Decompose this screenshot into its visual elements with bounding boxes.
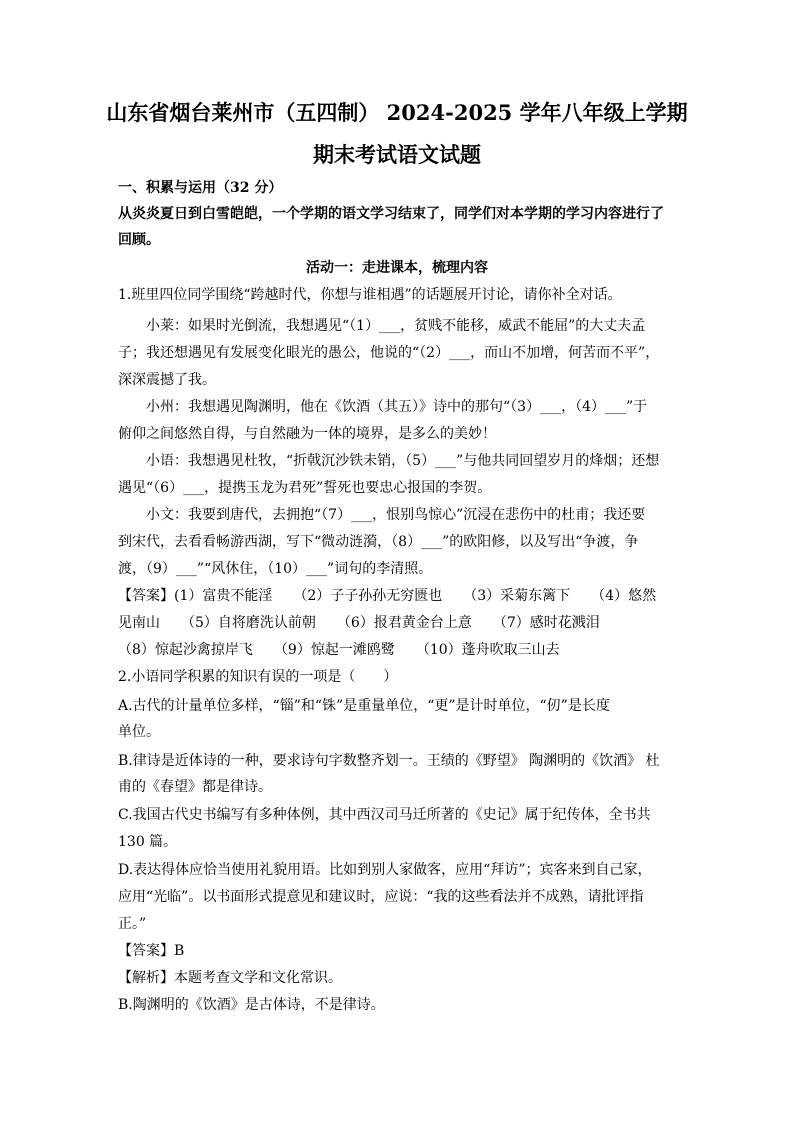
q2-option-c-line2: 130 篇。 <box>118 834 178 850</box>
q1-para3-line2: 遇见“（6）___，提携玉龙为君死”誓死也要忠心报国的李贺。 <box>118 480 492 496</box>
q2-option-d-line1: D.表达得体应恰当使用礼貌用语。比如到别人家做客，应用“拜访”；宾客来到自己家， <box>118 862 652 878</box>
q2-option-b-line1: B.律诗是近体诗的一种，要求诗句字数整齐划一。王绩的《野望》 陶渊明的《饮酒》 杜 <box>118 753 660 769</box>
section-heading: 一、积累与运用（32 分） <box>118 180 283 196</box>
q2-option-d-line3: 正。” <box>118 916 147 932</box>
q2-answer: 【答案】B <box>118 943 185 959</box>
doc-title-line1: 山东省烟台莱州市（五四制） 2024-2025 学年八年级上学期 <box>106 100 688 125</box>
q2-option-b-line2: 甫的《春望》都是律诗。 <box>118 779 272 795</box>
activity-heading: 活动一：走进课本，梳理内容 <box>306 260 488 276</box>
q1-answer-line3: （8）惊起沙禽掠岸飞 （9）惊起一滩鸥鹭 （10）蓬舟吹取三山去 <box>118 642 560 658</box>
q2-option-c-line1: C.我国古代史书编写有多种体例，其中西汉司马迁所著的《史记》属于纪传体，全书共 <box>118 807 651 823</box>
q1-para2-line1: 小州：我想遇见陶渊明，他在《饮酒（其五）》诗中的那句“（3）___，（4）___”于 <box>146 399 648 415</box>
q1-para4-line1: 小文：我要到唐代，去拥抱“（7）___，恨别鸟惊心”沉浸在悲伤中的杜甫；我还要 <box>146 507 646 523</box>
q2-option-a-line1: A.古代的计量单位多样，“锱”和“铢”是重量单位，“更”是计时单位，“仞”是长度 <box>118 698 610 714</box>
q1-stem: 1.班里四位同学围绕“跨越时代，你想与谁相遇”的话题展开讨论，请你补全对话。 <box>118 287 622 303</box>
section-intro-line1: 从炎炎夏日到白雪皑皑，一个学期的语文学习结束了，同学们对本学期的学习内容进行了 <box>118 206 664 222</box>
q1-answer-line2: 见南山 （5）自将磨洗认前朝 （6）报君黄金台上意 （7）感时花溅泪 <box>118 615 600 631</box>
q1-para3-line1: 小语：我想遇见杜牧，“折戟沉沙铁未销，（5）___”与他共同回望岁月的烽烟；还想 <box>146 453 660 469</box>
q2-explanation: B.陶渊明的《饮酒》是古体诗，不是律诗。 <box>118 997 385 1013</box>
q1-para2-line2: 俯仰之间悠然自得，与自然融为一体的境界，是多么的美妙！ <box>118 426 496 442</box>
q2-option-a-line2: 单位。 <box>118 724 160 740</box>
q1-para1-line3: 深深震撼了我。 <box>118 372 216 388</box>
q2-option-d-line2: 应用“光临”。以书面形式提意见和建议时，应说：“我的这些看法并不成熟，请批评指 <box>118 889 644 905</box>
doc-title-line2: 期末考试语文试题 <box>313 142 481 167</box>
section-intro-line2: 回顾。 <box>118 232 160 248</box>
q1-para1-line1: 小莱：如果时光倒流，我想遇见“（1）___，贫贱不能移，威武不能屈”的大丈夫孟 <box>146 318 646 334</box>
q1-para4-line3: 渡，（9）___”“风休住，（10）___”词句的李清照。 <box>118 561 433 577</box>
q1-para1-line2: 子；我还想遇见有发展变化眼光的愚公，他说的“（2）___，而山不加增，何苦而不平”， <box>118 345 660 361</box>
q2-analysis: 【解析】本题考查文学和文化常识。 <box>118 970 342 986</box>
q1-para4-line2: 到宋代，去看看畅游西湖，写下“微动涟漪，（8）___”的欧阳修，以及写出“争渡，争 <box>118 534 639 550</box>
q1-answer-line1: 【答案】(1）富贵不能淫 （2）子子孙孙无穷匮也 （3）采菊东篱下 （4）悠然 <box>118 588 657 604</box>
q2-stem: 2.小语同学积累的知识有误的一项是（ ） <box>118 669 398 685</box>
